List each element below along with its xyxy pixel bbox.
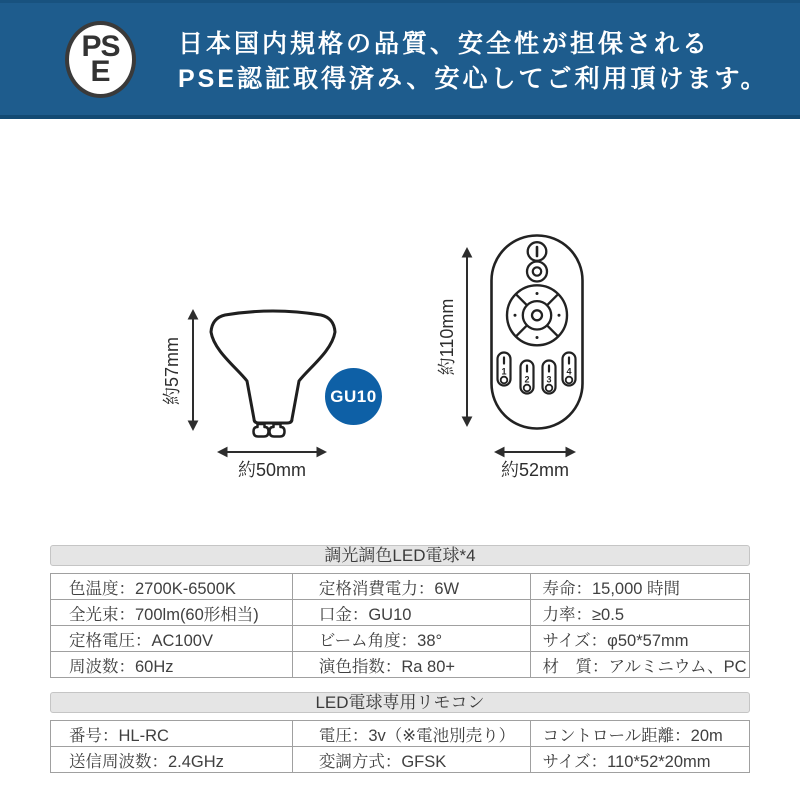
spec-cell: コントロール距離：20m bbox=[530, 721, 750, 747]
spec-cell: 色温度：2700K-6500K bbox=[51, 574, 293, 600]
spec-cell: ビーム角度：38° bbox=[292, 626, 530, 652]
pse-logo-text-bottom: E bbox=[90, 54, 111, 88]
spec-cell: 周波数：60Hz bbox=[51, 652, 293, 678]
spec-cell: 演色指数：Ra 80+ bbox=[292, 652, 530, 678]
remote-height-label: 約110mm bbox=[437, 298, 457, 376]
spec-row bbox=[51, 652, 750, 678]
channel-3-digit: 3 bbox=[546, 374, 552, 385]
dpad-icon bbox=[507, 285, 567, 345]
spec-cell: 定格消費電力：6W bbox=[292, 574, 530, 600]
bulb-height-label: 約57mm bbox=[162, 336, 182, 406]
spec-row bbox=[51, 574, 750, 600]
power-off-button-icon bbox=[527, 262, 547, 282]
spec-cell: 寿命：15,000 時間 bbox=[530, 574, 750, 600]
spec-cell: 材 質：アルミニウム、PC bbox=[530, 652, 750, 678]
channel-2-digit: 2 bbox=[524, 374, 530, 385]
remote-spec-title: LED電球専用リモコン bbox=[50, 692, 750, 713]
gu10-badge bbox=[325, 368, 382, 425]
remote-diagram bbox=[490, 234, 584, 430]
bulb-spec-table bbox=[50, 573, 750, 678]
spec-row bbox=[51, 626, 750, 652]
spec-cell: 口金：GU10 bbox=[292, 600, 530, 626]
bulb-diagram bbox=[205, 306, 340, 441]
spec-cell: 変調方式：GFSK bbox=[292, 747, 530, 773]
gu10-badge-label: GU10 bbox=[330, 386, 377, 406]
pse-logo-icon bbox=[65, 21, 136, 98]
spec-cell: 送信周波数：2.4GHz bbox=[51, 747, 293, 773]
spec-row bbox=[51, 747, 750, 773]
pse-banner bbox=[0, 0, 800, 119]
remote-width-label: 約52mm bbox=[500, 460, 570, 480]
remote-spec-table bbox=[50, 720, 750, 773]
spec-cell: サイズ：110*52*20mm bbox=[530, 747, 750, 773]
channel-1-digit: 1 bbox=[501, 366, 507, 377]
spec-cell: 定格電圧：AC100V bbox=[51, 626, 293, 652]
spec-cell: 力率：≥0.5 bbox=[530, 600, 750, 626]
spec-section bbox=[50, 545, 750, 773]
spec-cell: 電圧：3v（※電池別売り） bbox=[292, 721, 530, 747]
pse-logo-text-top: PS bbox=[81, 29, 120, 63]
power-on-button-icon bbox=[528, 242, 547, 261]
spec-cell: 番号：HL-RC bbox=[51, 721, 293, 747]
bulb-spec-block bbox=[50, 545, 750, 678]
channel-4-digit: 4 bbox=[566, 366, 572, 377]
bulb-width-label: 約50mm bbox=[237, 460, 307, 480]
bulb-spec-title: 調光調色LED電球*4 bbox=[50, 545, 750, 566]
bulb-height-arrow bbox=[186, 308, 200, 432]
spec-row bbox=[51, 721, 750, 747]
banner-text bbox=[178, 27, 769, 97]
spec-row bbox=[51, 600, 750, 626]
banner-line1: 日本国内規格の品質、安全性が担保される bbox=[178, 30, 711, 58]
banner-line2: PSE認証取得済み、安心してご利用頂けます。 bbox=[178, 65, 769, 93]
spec-cell: 全光束：700lm(60形相当) bbox=[51, 600, 293, 626]
remote-height-arrow bbox=[460, 246, 474, 428]
spec-cell: サイズ：φ50*57mm bbox=[530, 626, 750, 652]
remote-spec-block bbox=[50, 692, 750, 773]
dimension-diagrams bbox=[0, 119, 800, 545]
